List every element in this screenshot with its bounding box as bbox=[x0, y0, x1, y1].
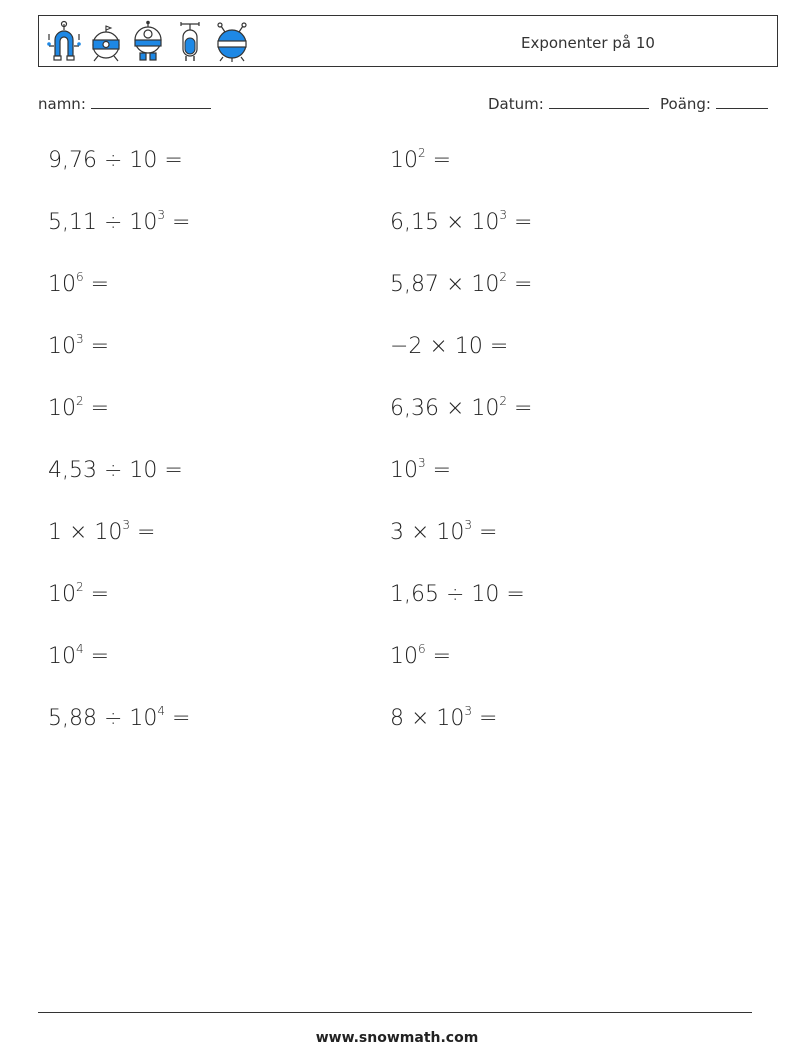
date-field[interactable] bbox=[488, 94, 649, 113]
problem-item bbox=[390, 148, 451, 173]
date-label: Datum: bbox=[488, 95, 544, 113]
problem-equals: = bbox=[130, 520, 156, 545]
score-line[interactable] bbox=[716, 94, 768, 109]
problem-item bbox=[48, 458, 183, 483]
problem-equals: = bbox=[83, 644, 110, 669]
problem-base: 9,76 ÷ 10 bbox=[48, 148, 158, 173]
problem-equals: = bbox=[157, 458, 183, 483]
problem-base: 6,15 × 10 bbox=[390, 210, 500, 235]
problem-exponent: 3 bbox=[76, 332, 84, 346]
problem-equals: = bbox=[165, 706, 191, 731]
problem-exponent: 2 bbox=[76, 394, 84, 408]
problem-base: 5,87 × 10 bbox=[390, 272, 500, 297]
problem-base: 8 × 10 bbox=[390, 706, 465, 731]
robot-cyclops-icon bbox=[129, 20, 167, 64]
problem-base: 10 bbox=[390, 148, 418, 173]
problem-base: 10 bbox=[48, 272, 76, 297]
problem-item bbox=[48, 272, 109, 297]
problem-equals: = bbox=[499, 582, 525, 607]
problem-equals: = bbox=[425, 644, 452, 669]
problem-base: 5,88 ÷ 10 bbox=[48, 706, 158, 731]
problem-exponent: 3 bbox=[464, 704, 473, 718]
robot-round-icon bbox=[87, 20, 125, 64]
problem-equals: = bbox=[83, 396, 110, 421]
problem-item bbox=[390, 520, 498, 545]
problem-item bbox=[48, 582, 109, 607]
problem-item bbox=[48, 210, 190, 235]
name-line[interactable] bbox=[91, 94, 211, 109]
problem-equals: = bbox=[83, 334, 110, 359]
problem-item bbox=[390, 644, 451, 669]
problem-item bbox=[390, 582, 525, 607]
problem-item bbox=[48, 706, 190, 731]
footer-divider bbox=[38, 1012, 752, 1013]
problem-item bbox=[390, 210, 532, 235]
robot-icons bbox=[45, 20, 251, 64]
problem-base: 1 × 10 bbox=[48, 520, 123, 545]
problem-exponent: 3 bbox=[464, 518, 473, 532]
problem-equals: = bbox=[83, 582, 110, 607]
problem-exponent: 2 bbox=[499, 270, 508, 284]
problem-exponent: 4 bbox=[157, 704, 166, 718]
robot-capsule-icon bbox=[171, 20, 209, 64]
problem-base: 10 bbox=[48, 582, 76, 607]
problem-exponent: 3 bbox=[418, 456, 426, 470]
header-box bbox=[38, 15, 778, 67]
robot-ufo-icon bbox=[213, 20, 251, 64]
problem-item bbox=[48, 334, 109, 359]
problem-item bbox=[390, 272, 532, 297]
score-label: Poäng: bbox=[660, 95, 711, 113]
problem-item bbox=[48, 148, 183, 173]
problem-equals: = bbox=[157, 148, 183, 173]
problem-item bbox=[48, 644, 109, 669]
problem-exponent: 2 bbox=[76, 580, 84, 594]
problem-equals: = bbox=[507, 396, 533, 421]
name-field[interactable] bbox=[38, 94, 211, 113]
problem-exponent: 4 bbox=[76, 642, 84, 656]
problem-item bbox=[390, 334, 508, 359]
problem-base: −2 × 10 bbox=[390, 334, 483, 359]
score-field[interactable] bbox=[660, 94, 768, 113]
problem-exponent: 3 bbox=[122, 518, 131, 532]
problem-exponent: 6 bbox=[418, 642, 426, 656]
problem-equals: = bbox=[507, 272, 533, 297]
worksheet-title: Exponenter på 10 bbox=[521, 34, 655, 52]
problem-exponent: 2 bbox=[418, 146, 426, 160]
problem-equals: = bbox=[165, 210, 191, 235]
problem-base: 10 bbox=[390, 644, 418, 669]
problem-equals: = bbox=[482, 334, 509, 359]
problem-base: 10 bbox=[48, 396, 76, 421]
problem-equals: = bbox=[425, 148, 452, 173]
problem-equals: = bbox=[472, 706, 498, 731]
date-line[interactable] bbox=[549, 94, 649, 109]
problem-item bbox=[48, 396, 109, 421]
problem-equals: = bbox=[425, 458, 452, 483]
problem-item bbox=[390, 706, 498, 731]
problem-base: 5,11 ÷ 10 bbox=[48, 210, 158, 235]
robot-magnet-icon bbox=[45, 20, 83, 64]
problem-item bbox=[48, 520, 156, 545]
problem-equals: = bbox=[472, 520, 498, 545]
problem-base: 4,53 ÷ 10 bbox=[48, 458, 158, 483]
problem-base: 10 bbox=[48, 644, 76, 669]
problem-equals: = bbox=[507, 210, 533, 235]
problem-exponent: 6 bbox=[76, 270, 84, 284]
problem-item bbox=[390, 458, 451, 483]
problem-base: 3 × 10 bbox=[390, 520, 465, 545]
footer-url: www.snowmath.com bbox=[315, 1030, 479, 1046]
problem-base: 10 bbox=[48, 334, 76, 359]
problem-base: 6,36 × 10 bbox=[390, 396, 500, 421]
problem-item bbox=[390, 396, 532, 421]
problem-exponent: 3 bbox=[157, 208, 166, 222]
name-label: namn: bbox=[38, 95, 86, 113]
problem-exponent: 2 bbox=[499, 394, 508, 408]
problem-exponent: 3 bbox=[499, 208, 508, 222]
problem-base: 10 bbox=[390, 458, 418, 483]
problem-base: 1,65 ÷ 10 bbox=[390, 582, 500, 607]
problem-equals: = bbox=[83, 272, 110, 297]
